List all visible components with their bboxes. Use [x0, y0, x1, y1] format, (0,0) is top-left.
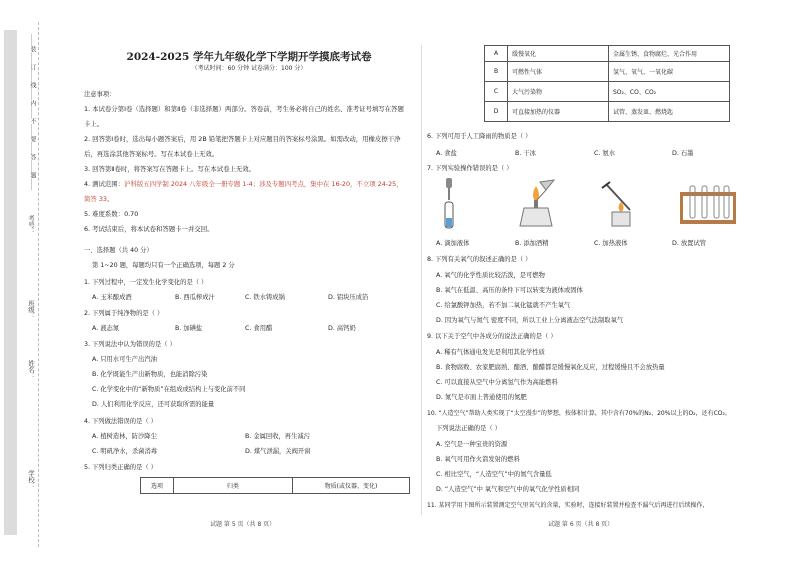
q4-option-b: B. 金属回收，再生减污 — [245, 433, 310, 440]
q4-option-a: A. 植树造林，防沙降尘 — [92, 433, 157, 440]
q9-option-d: D. 氮气是市面上普通使用的氮肥 — [436, 394, 527, 401]
q3-option-a: A. 只用水可生产出汽油 — [92, 356, 157, 363]
q9-option-a: A. 稀有气体通电发光是利用其化学性质 — [436, 349, 545, 356]
q2-option-c: C. 食用醋 — [245, 325, 273, 332]
heating-tube-illustration — [598, 178, 646, 230]
q6-option-b: B. 干冰 — [515, 150, 536, 157]
q10-option-c: C. 相比空气，“人造空气”中的氮气含量低 — [436, 471, 552, 478]
q8-option-c: C. 给氯酸钾加热，若不加二氧化锰就不产生氧气 — [436, 302, 571, 309]
table-row — [485, 102, 730, 122]
column-divider — [421, 45, 422, 515]
question-10: 10. “人造空气”帮助人类实现了“太空漫步”的梦想，按体积计算，其中含有70%的N₂、20%以上的O₂，还有CO₂。 — [427, 410, 731, 417]
name-field-label: 姓名： — [27, 360, 35, 380]
notice-4-scope: 沪科版五四学制 2024 八年级全一册专题 1-4；涉及专题四考点，集中在 16-20，不立项 24-25，简答 33。 — [84, 180, 403, 203]
notice-item: 1. 本试卷分第Ⅰ卷（选择题）和第Ⅱ卷（非选择题）两部分。答卷前，考生务必将自己的姓名、准考证号填写在答题卡上。 — [84, 105, 404, 128]
table-cell: C — [485, 82, 508, 102]
table-cell: 氢气、氧气、一氧化碳 — [609, 62, 730, 82]
class-field-label: 班级： — [27, 300, 35, 320]
q5-table-head — [140, 477, 410, 494]
q4-option-c: C. 明矾净水，杀菌消毒 — [92, 448, 158, 455]
q8-option-a: A. 氧气的化学性质比较活泼，是可燃物 — [436, 272, 545, 279]
q2-option-d: D. 高钙奶 — [328, 325, 356, 332]
notice-4-label: 4. 测试范围： — [84, 180, 125, 188]
table-cell: D — [485, 102, 508, 122]
question-10-prompt: 下列说法正确的是（ ） — [436, 425, 501, 432]
table-cell: 缓慢氧化 — [508, 46, 609, 62]
q7-option-d: D. 放置试管 — [672, 240, 707, 247]
page-footer-left: 试题 第 5 页（共 8 页） — [210, 521, 276, 528]
section-heading: 一、选择题（共 40 分） — [84, 247, 153, 254]
q7-option-a: A. 滴加液体 — [436, 240, 470, 247]
q10-option-d: D. “人造空气”中 氧气和空气中的氧气化学性质相同 — [436, 486, 580, 493]
q1-option-a: A. 玉米酿成酒 — [92, 294, 132, 301]
table-cell: 可直接加热的仪器 — [508, 102, 609, 122]
q1-option-c: C. 铁水铸成锅 — [245, 294, 285, 301]
binding-notice: ……装……订……线……内……不……要……答……题…… — [29, 34, 36, 190]
table-header-cell: 物质(或仪器、变化) — [293, 478, 410, 494]
question-1: 1. 下列过程中，一定发生化学变化的是（ ） — [84, 279, 208, 286]
question-2: 2. 下列属于纯净物的是（ ） — [84, 310, 164, 317]
q8-option-d: D. 因为氧气与氮气 密度不同，所以工业上分离液态空气法制取氧气 — [436, 317, 624, 324]
question-7: 7. 下列实验操作错误的是（ ） — [427, 165, 513, 172]
q10-option-b: B. 氧气可用作火箭发射的燃料 — [436, 456, 520, 463]
notice-heading: 注意事项： — [84, 91, 116, 98]
test-tube-rack-illustration — [678, 184, 738, 226]
q3-option-d: D. 人们利用化学反应，还可获取所需的能量 — [92, 401, 215, 408]
section-note: 第 1~20 题，每题均只有一个正确选项，每题 2 分 — [92, 262, 235, 269]
table-row — [485, 82, 730, 102]
table-cell: SO₂、CO、CO₂ — [609, 82, 730, 102]
q8-option-b: B. 氧气在低温、高压的条件下可以转变为液体或固体 — [436, 287, 583, 294]
question-5: 5. 下列归类正确的是（ ） — [84, 464, 157, 471]
question-11: 11. 某同学用下图所示装置测定空气里氧气的含量，实验时，连接好装置并检查不漏气后再进行后续操作， — [427, 502, 709, 509]
q1-option-b: B. 西瓜榨成汁 — [175, 294, 215, 301]
table-cell: 试管、蒸发皿、燃烧匙 — [609, 102, 730, 122]
table-row — [485, 62, 730, 82]
dropper-illustration — [436, 178, 466, 230]
left-header — [90, 53, 408, 73]
question-8: 8. 下列有关氧气的叙述正确的是（ ） — [427, 256, 532, 263]
q7-option-b: B. 添加酒精 — [515, 240, 549, 247]
q6-option-a: A. 食盐 — [436, 150, 457, 157]
q1-option-d: D. 铝块压成箔 — [328, 294, 369, 301]
exam-title: 2024-2025 学年九年级化学下学期开学摸底考试卷 — [126, 51, 372, 63]
table-cell: 金属生锈、食物腐烂、光合作用 — [609, 46, 730, 62]
seal-line — [38, 22, 39, 547]
table-row — [485, 46, 730, 62]
school-field-label: 学校： — [27, 470, 35, 490]
notice-item: 6. 考试结束后，将本试卷和答题卡一并交回。 — [84, 225, 214, 233]
table-cell: 大气污染物 — [508, 82, 609, 102]
table-header-cell: 选项 — [141, 478, 174, 494]
alcohol-lamp-illustration — [510, 178, 562, 230]
question-6: 6. 下列可用于人工降雨的物质是（ ） — [427, 133, 532, 140]
question-3: 3. 下列说法中认为错误的是（ ） — [84, 341, 176, 348]
q4-option-d: D. 煤气泄漏，关阀开窗 — [245, 448, 311, 455]
q3-option-b: B. 化学既能生产出新物质，也能消除污染 — [92, 371, 208, 378]
q10-option-a: A. 空气是一种宝贵的资源 — [436, 441, 508, 448]
q3-option-c: C. 化学变化中的“新物质”在组成或结构上与变化前不同 — [92, 386, 246, 393]
page-footer-right: 试题 第 6 页（共 8 页） — [548, 521, 614, 528]
notice-item: 5. 难度系数：0.70 — [84, 210, 139, 218]
notice-item: 3. 回答第Ⅱ卷时，将答案写在答题卡上。写在本试卷上无效。 — [84, 165, 256, 173]
binding-bar — [4, 30, 17, 535]
table-cell: B — [485, 62, 508, 82]
exam-subtitle: （考试时间：60 分钟 试卷满分：100 分） — [191, 65, 307, 72]
table-header-cell: 归类 — [174, 478, 293, 494]
table-cell: 可燃性气体 — [508, 62, 609, 82]
question-9: 9. 以下关于空气中各成分的说法正确的是（ ） — [427, 333, 557, 340]
q9-option-c: C. 可以直接从空气中分离氢气作为高能燃料 — [436, 379, 558, 386]
q5-table-body — [484, 45, 730, 122]
notice-item: 2. 回答第Ⅰ卷时，选出每小题答案后，用 2B 铅笔把答题卡上对应题目的答案标号涂黑。如需改动，用橡皮擦干净后，再选涂其他答案标号。写在本试卷上无效。 — [84, 135, 401, 158]
q6-option-d: D. 石墨 — [672, 150, 694, 157]
id-field-label: 考号： — [27, 215, 35, 235]
q9-option-b: B. 食物腐败、农家肥腐熟、酿酒、酿醋都是缓慢氧化反应，过程缓慢且不会放热量 — [436, 364, 665, 371]
notice-item — [84, 177, 406, 207]
notice-list — [84, 102, 406, 237]
table-cell: A — [485, 46, 508, 62]
question-4: 4. 下列做法错误的是（ ） — [84, 418, 157, 425]
q6-option-c: C. 氨水 — [594, 150, 615, 157]
q7-option-c: C. 加热液体 — [594, 240, 628, 247]
q2-option-b: B. 加碘盐 — [175, 325, 203, 332]
q2-option-a: A. 液态氮 — [92, 325, 120, 332]
